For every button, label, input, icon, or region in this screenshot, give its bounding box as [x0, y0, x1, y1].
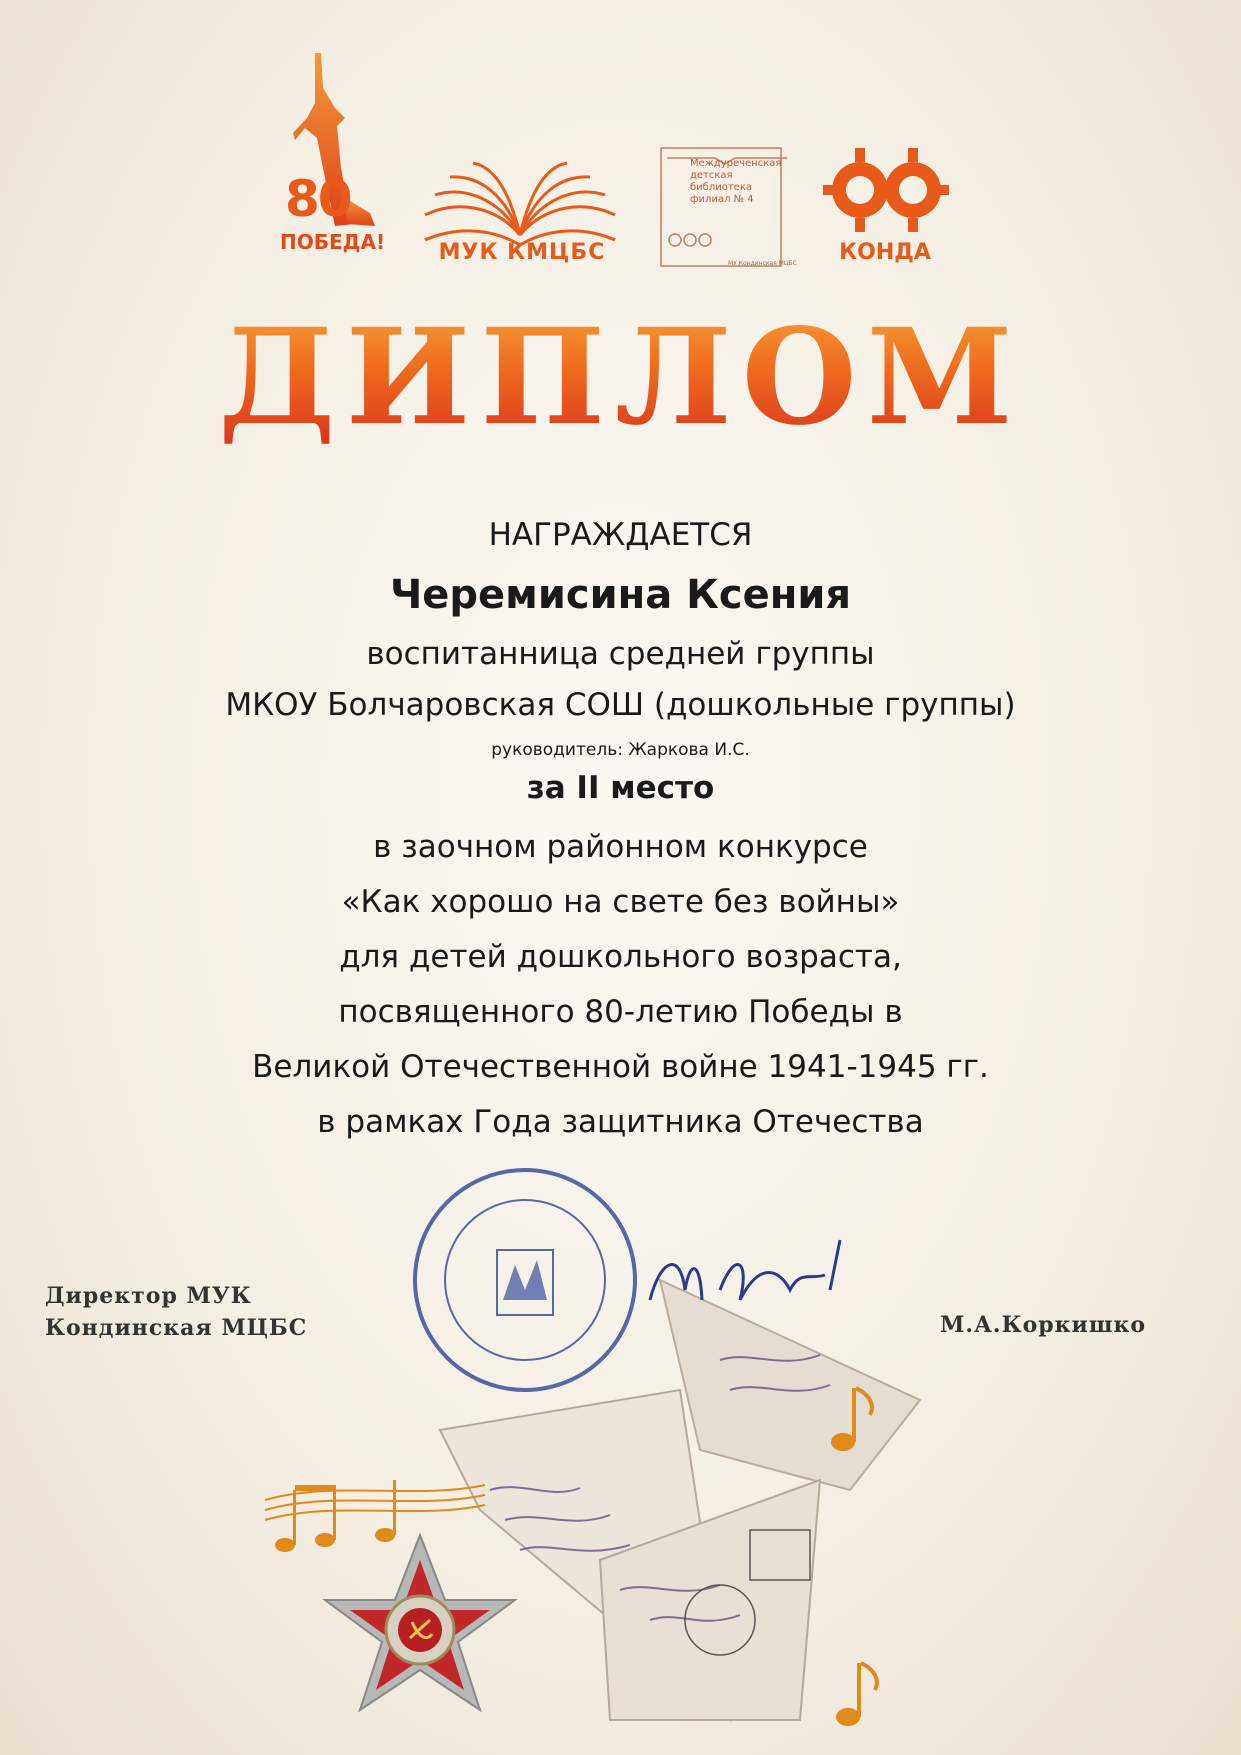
description-line: Великой Отечественной войне 1941-1945 гг.	[252, 1049, 989, 1085]
music-note-icon	[830, 1655, 890, 1735]
description-line: для детей дошкольного возраста,	[339, 939, 902, 975]
contest-description	[0, 820, 1241, 1150]
description-line: в рамках Года защитника Отечества	[317, 1104, 924, 1140]
recipient-school: МКОУ Болчаровская СОШ (дошкольные группы)	[225, 687, 1016, 723]
pobeda-number: 80	[285, 170, 351, 228]
description-line: «Как хорошо на свете без войны»	[341, 884, 900, 920]
signatory-title: Директор МУК Кондинская МЦБС	[45, 1283, 308, 1341]
award-place: за II место	[526, 770, 715, 806]
signatory-name: М.А.Коркишко	[940, 1312, 1147, 1338]
description-line: в заочном районном конкурсе	[373, 829, 868, 865]
music-note-icon	[825, 1380, 885, 1460]
diploma-title: ДИПЛОМ	[0, 300, 1241, 455]
muk-logo-text: МУК КМЦБС	[438, 240, 606, 265]
official-stamp-icon	[405, 1160, 645, 1400]
gear-icon	[815, 140, 955, 250]
library-logo-text: Междуреченская детская библиотека филиал № 4	[690, 158, 782, 205]
pobeda-text: ПОБЕДА!	[280, 230, 386, 254]
leader-name: руководитель: Жаркова И.С.	[491, 740, 750, 760]
recipient-name: Черемисина Ксения	[389, 572, 852, 618]
recipient-group: воспитанница средней группы	[366, 636, 875, 672]
signature-icon	[640, 1230, 870, 1330]
konda-logo-text: КОНДА	[839, 240, 931, 265]
description-line: посвященного 80-летию Победы в	[338, 994, 903, 1030]
music-notes-icon	[255, 1460, 495, 1580]
logo-row	[0, 40, 1241, 280]
awarded-label: НАГРАЖДАЕТСЯ	[488, 517, 753, 553]
library-logo-footer: МУ Кондинская МЦБС	[728, 260, 797, 267]
